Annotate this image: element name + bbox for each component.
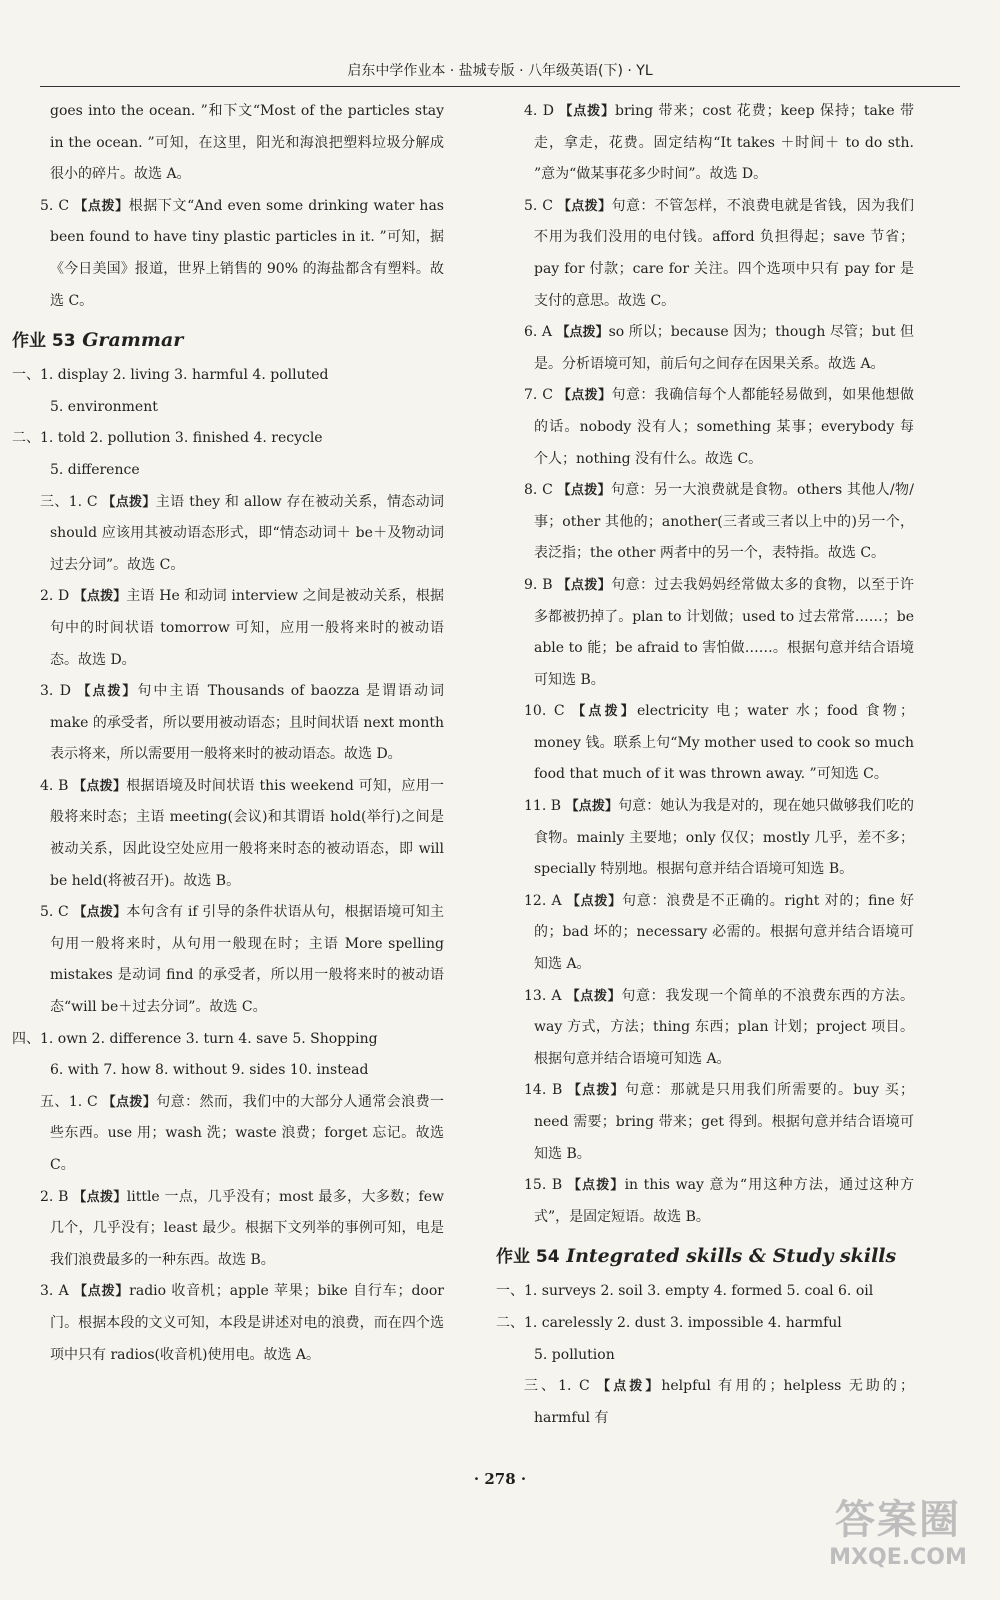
answer-explanation: electricity 电；water 水；food 食物；money 钱。联系上句“My mother used to cook so much food that much of it was thrown away. ”可知选 C。 xyxy=(534,703,914,783)
answer-number: 五、1. C xyxy=(40,1093,98,1110)
answer-item xyxy=(12,771,444,897)
answer-explanation: 句意：我发现一个简单的不浪费东西的方法。way 方式，方法；thing 东西；plan 计划；project 项目。根据句意并结合语境可知选 A。 xyxy=(534,987,915,1067)
hint-tag: 【点拨】 xyxy=(102,494,156,510)
answer-number: 三、1. C xyxy=(40,493,98,510)
answer-line: 5. pollution xyxy=(534,1346,615,1363)
answer-number: 3. A xyxy=(40,1283,69,1300)
answer-item xyxy=(12,897,444,1023)
answer-item xyxy=(12,1276,444,1371)
answer-item xyxy=(12,191,444,317)
answer-explanation: bring 带来；cost 花费；keep 保持；take 带走，拿走，花费。固定结构“It takes ＋时间＋ to do sth. ”意为“做某事花多少时间”。故选 D。 xyxy=(534,103,914,183)
answer-explanation: 本句含有 if 引导的条件状语从句，根据语境可知主句用一般将来时，从句用一般现在时；主语 More spelling mistakes 是动词 find 的承受者，所以用一般将来时的被动语态“will be＋过去分词”。故选 C。 xyxy=(50,904,444,1016)
answer-number: 6. A xyxy=(524,324,552,341)
answer-item xyxy=(12,581,444,676)
answer-line: 二、1. told 2. pollution 3. finished 4. recycle xyxy=(12,430,323,447)
answer-number: 三、1. C xyxy=(524,1378,590,1395)
hint-tag: 【点拨】 xyxy=(556,325,609,341)
answer-explanation: 句意：我确信每个人都能轻易做到，如果他想做的话。nobody 没有人；something 某事；everybody 每个人；nothing 没有什么。故选 C。 xyxy=(534,387,914,467)
answer-explanation: 句意：浪费是不正确的。right 对的；fine 好的；bad 坏的；necessary 必需的。根据句意并结合语境可知选 A。 xyxy=(534,892,914,973)
answer-number: 4. D xyxy=(524,103,554,119)
answer-explanation: 根据语境及时间状语 this weekend 可知，应用一般将来时态；主语 meeting(会议)和其谓语 hold(举行)之间是被动关系，因此设空处应用一般将来时态的被动语态，即 will be held(将被召开)。故选 B。 xyxy=(50,777,444,889)
answer-number: 15. B xyxy=(524,1177,563,1194)
left-column xyxy=(12,96,444,1371)
hint-tag: 【点拨】 xyxy=(73,1189,127,1205)
hint-tag: 【点拨】 xyxy=(73,589,127,605)
answer-number: 2. D xyxy=(40,588,70,605)
answer-number: 12. A xyxy=(524,892,562,909)
watermark-logo-text: 答案圈 xyxy=(835,1497,961,1543)
section-heading-54 xyxy=(496,1239,914,1274)
answer-number: 2. B xyxy=(40,1188,69,1205)
hint-tag: 【点拨】 xyxy=(102,1094,157,1110)
hint-tag: 【点拨】 xyxy=(557,483,611,499)
answer-item xyxy=(496,1170,914,1233)
answer-explanation: radio 收音机；apple 苹果；bike 自行车；door 门。根据本段的文义可知，本段是讲述对电的浪费，而在四个选项中只有 radios(收音机)使用电。故选 A。 xyxy=(50,1283,444,1363)
answer-item xyxy=(496,1371,914,1434)
answer-item xyxy=(12,676,444,771)
answer-line: 5. difference xyxy=(50,461,140,478)
answer-line: 四、1. own 2. difference 3. turn 4. save 5. Shopping xyxy=(12,1030,378,1047)
answer-line: 5. environment xyxy=(50,398,158,415)
answer-explanation: helpful 有用的；helpless 无助的；harmful 有 xyxy=(534,1378,914,1426)
answer-explanation: in this way 意为“用这种方法，通过这种方式”，是固定短语。故选 B。 xyxy=(534,1177,914,1225)
answer-explanation: 句意：她认为我是对的，现在她只做够我们吃的食物。mainly 主要地；only 仅仅；mostly 几乎，差不多；specially 特别地。根据句意并结合语境可知选 B。 xyxy=(534,798,914,878)
answer-line: 一、1. surveys 2. soil 3. empty 4. formed 5. coal 6. oil xyxy=(496,1283,874,1300)
hint-tag: 【点拨】 xyxy=(73,778,127,794)
answer-line: 二、1. carelessly 2. dust 3. impossible 4. harmful xyxy=(496,1314,842,1331)
answer-explanation: so 所以；because 因为；though 尽管；but 但是。分析语境可知，前后句之间存在因果关系。故选 A。 xyxy=(534,324,915,372)
answer-explanation: 主语 they 和 allow 存在被动关系，情态动词 should 应该用其被动语态形式，即“情态动词＋ be＋及物动词过去分词”。故选 C。 xyxy=(50,493,444,573)
answer-number: 13. A xyxy=(524,987,562,1004)
answer-number: 8. C xyxy=(524,482,553,499)
answer-item xyxy=(496,96,914,191)
answer-number: 14. B xyxy=(524,1082,563,1099)
hint-tag: 【点拨】 xyxy=(597,1379,662,1395)
hint-tag: 【点拨】 xyxy=(566,893,622,909)
answer-item xyxy=(496,570,914,696)
watermark-url: MXQE.COM xyxy=(829,1545,967,1570)
running-header: 启东中学作业本 · 盐城专版 · 八年级英语(下) · YL xyxy=(40,56,960,87)
answer-item xyxy=(496,380,914,475)
answer-item xyxy=(496,886,914,981)
answer-number: 5. C xyxy=(40,904,69,921)
answer-line: 一、1. display 2. living 3. harmful 4. polluted xyxy=(12,367,329,384)
answer-number: 9. B xyxy=(524,576,553,593)
answer-explanation: 句意：过去我妈妈经常做太多的食物，以至于许多都被扔掉了。plan to 计划做；used to 过去常常……；be able to 能；be afraid to 害怕做……。根据句意并结合语境可知选 B。 xyxy=(534,576,914,688)
answer-explanation: 句意：另一大浪费就是食物。others 其他人/物/事；other 其他的；another(三者或三者以上中的)另一个，表泛指；the other 两者中的另一个，表特指。故选 C。 xyxy=(534,482,914,562)
hint-tag: 【点拨】 xyxy=(557,577,612,593)
hint-tag: 【点拨】 xyxy=(74,198,129,214)
answer-explanation: little 一点，几乎没有；most 最多，大多数；few 几个，几乎没有；least 最少。根据下文列举的事例可知，电是我们浪费最多的一种东西。故选 B。 xyxy=(50,1188,444,1268)
hint-tag: 【点拨】 xyxy=(567,1178,625,1194)
answer-line: 6. with 7. how 8. without 9. sides 10. instead xyxy=(50,1062,369,1079)
right-column xyxy=(496,96,914,1434)
answer-item xyxy=(12,1087,444,1182)
answer-explanation: 根据下文“And even some drinking water has been found to have tiny plastic particles in it. ”可知，据《今日美国》报道，世界上销售的 90% 的海盐都含有塑料。故选 C。 xyxy=(50,197,444,309)
answer-number: 5. C xyxy=(40,197,70,214)
hint-tag: 【点拨】 xyxy=(567,1083,625,1099)
section-prefix: 作业 53 xyxy=(12,331,76,352)
hint-tag: 【点拨】 xyxy=(572,704,637,720)
answer-item xyxy=(496,1075,914,1170)
answer-item xyxy=(496,981,914,1076)
section-title: Integrated skills & Study skills xyxy=(566,1245,897,1268)
hint-tag: 【点拨】 xyxy=(566,988,622,1004)
section-title: Grammar xyxy=(82,329,184,352)
answer-item xyxy=(12,487,444,582)
hint-tag: 【点拨】 xyxy=(557,388,612,404)
answer-explanation: 句意：不管怎样，不浪费电就是省钱，因为我们不用为我们没用的电付钱。afford 负担得起；save 节省；pay for 付款；care for 关注。四个选项中只有 pay for 是支付的意思。故选 C。 xyxy=(534,197,914,309)
answer-number: 10. C xyxy=(524,703,565,720)
hint-tag: 【点拨】 xyxy=(73,1284,130,1300)
answer-item xyxy=(496,696,914,791)
answer-explanation: 句意：那就是只用我们所需要的。buy 买；need 需要；bring 带来；get 得到。根据句意并结合语境可知选 B。 xyxy=(534,1082,914,1162)
answer-item xyxy=(12,1182,444,1277)
hint-tag: 【点拨】 xyxy=(557,198,612,214)
hint-tag: 【点拨】 xyxy=(73,905,127,921)
section-prefix: 作业 54 xyxy=(496,1247,560,1268)
hint-tag: 【点拨】 xyxy=(565,799,619,815)
answer-item xyxy=(496,475,914,570)
answer-item xyxy=(496,791,914,886)
answer-number: 11. B xyxy=(524,798,562,815)
answer-explanation: 句意：然而，我们中的大部分人通常会浪费一些东西。use 用；wash 洗；waste 浪费；forget 忘记。故选 C。 xyxy=(50,1093,444,1173)
answer-explanation: 句中主语 Thousands of baozza 是谓语动词 make 的承受者，所以要用被动语态；且时间状语 next month 表示将来，所以需要用一般将来时的被动语态。故选 D。 xyxy=(50,683,444,763)
answer-item xyxy=(496,191,914,317)
answer-number: 5. C xyxy=(524,197,553,214)
answer-number: 4. B xyxy=(40,777,69,794)
page-number: · 278 · xyxy=(473,1470,527,1488)
answer-item xyxy=(496,317,914,380)
left-paragraph-continued: goes into the ocean. ”和下文“Most of the particles stay in the ocean. ”可知，在这里，阳光和海浪把塑料垃圾分解成很小的碎片。故选 A。 xyxy=(50,103,444,183)
answer-number: 7. C xyxy=(524,387,553,404)
section-heading-53 xyxy=(12,323,444,358)
answer-number: 3. D xyxy=(40,683,72,700)
answer-explanation: 主语 He 和动词 interview 之间是被动关系，根据句中的时间状语 tomorrow 可知，应用一般将来时的被动语态。故选 D。 xyxy=(50,588,444,668)
site-watermark xyxy=(808,1496,988,1586)
hint-tag: 【点拨】 xyxy=(77,684,138,700)
hint-tag: 【点拨】 xyxy=(559,104,616,119)
